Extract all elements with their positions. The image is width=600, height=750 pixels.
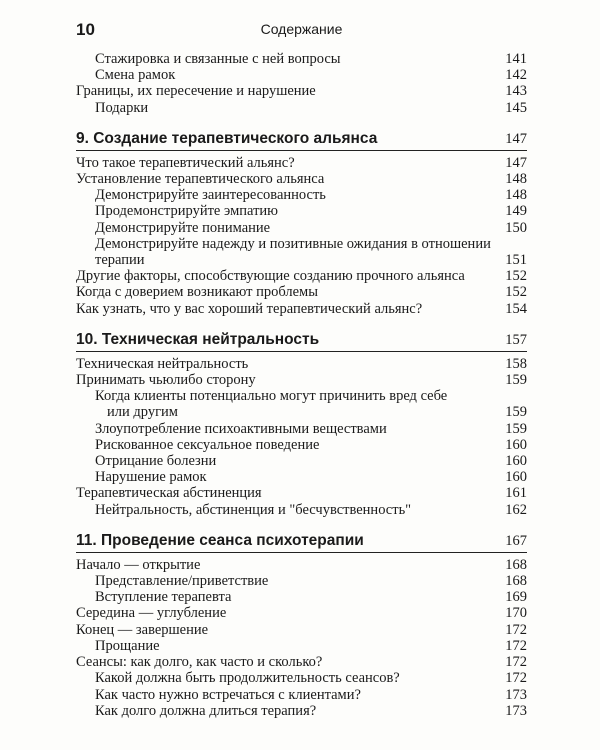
toc-entry: Рискованное сексуальное поведение 160	[95, 436, 527, 453]
toc-entry: Как узнать, что у вас хороший терапевтический альянс? 154	[76, 300, 527, 317]
toc-entry: Демонстрируйте надежду и позитивные ожидания в отношении	[95, 235, 491, 252]
toc-entry: Продемонстрируйте эмпатию 149	[95, 203, 527, 220]
toc-entry: Нарушение рамок 160	[95, 469, 527, 486]
toc-entry: Нейтральность, абстиненция и "бесчувственность" 162	[95, 501, 527, 518]
toc-entry: Принимать чьюлибо сторону 159	[76, 372, 527, 389]
chapter-heading: 11. Проведение сеанса психотерапии 167	[76, 530, 527, 553]
toc-entry: Подарки 145	[95, 99, 527, 116]
chapter-heading: 10. Техническая нейтральность 157	[76, 329, 527, 352]
page-header	[76, 20, 527, 42]
toc-entry: Другие факторы, способствующие созданию прочного альянса 152	[76, 268, 527, 285]
toc-entry: Отрицание болезни 160	[95, 453, 527, 470]
toc-entry: Злоупотребление психоактивными веществами 159	[95, 420, 527, 437]
toc-entry: Как долго должна длиться терапия? 173	[95, 702, 527, 719]
toc-entry: Сеансы: как долго, как часто и сколько? 172	[76, 654, 527, 671]
toc-entry: Вступление терапевта 169	[95, 589, 527, 606]
toc-entry: Что такое терапевтический альянс? 147	[76, 154, 527, 171]
toc-entry: Демонстрируйте понимание 150	[95, 219, 527, 236]
chapter-heading: 9. Создание терапевтического альянса 147	[76, 128, 527, 151]
toc-entry: Техническая нейтральность 158	[76, 355, 527, 372]
table-of-contents	[76, 51, 527, 719]
toc-entry: Когда клиенты потенциально могут причинить вред себе	[95, 388, 448, 405]
toc-entry: терапии 151	[95, 252, 527, 269]
toc-entry: Представление/приветствие 168	[95, 573, 527, 590]
toc-entry: Смена рамок 142	[95, 67, 527, 84]
toc-entry: или другим 159	[107, 404, 527, 421]
toc-entry: Установление терапевтического альянса 148	[76, 171, 527, 188]
toc-entry: Конец — завершение 172	[76, 621, 527, 638]
toc-entry: Терапевтическая абстиненция 161	[76, 485, 527, 502]
toc-entry: Демонстрируйте заинтересованность 148	[95, 187, 527, 204]
toc-entry: Какой должна быть продолжительность сеансов? 172	[95, 670, 527, 687]
toc-entry: Прощание 172	[95, 637, 527, 654]
toc-entry: Как часто нужно встречаться с клиентами? 173	[95, 686, 527, 703]
toc-entry: Границы, их пересечение и нарушение 143	[76, 83, 527, 100]
toc-entry: Середина — углубление 170	[76, 605, 527, 622]
page-number: 10	[76, 20, 95, 39]
toc-entry: Когда с доверием возникают проблемы 152	[76, 284, 527, 301]
toc-entry: Начало — открытие 168	[76, 556, 527, 573]
toc-entry: Стажировка и связанные с ней вопросы 141	[95, 51, 527, 67]
running-title: Содержание	[260, 21, 343, 37]
